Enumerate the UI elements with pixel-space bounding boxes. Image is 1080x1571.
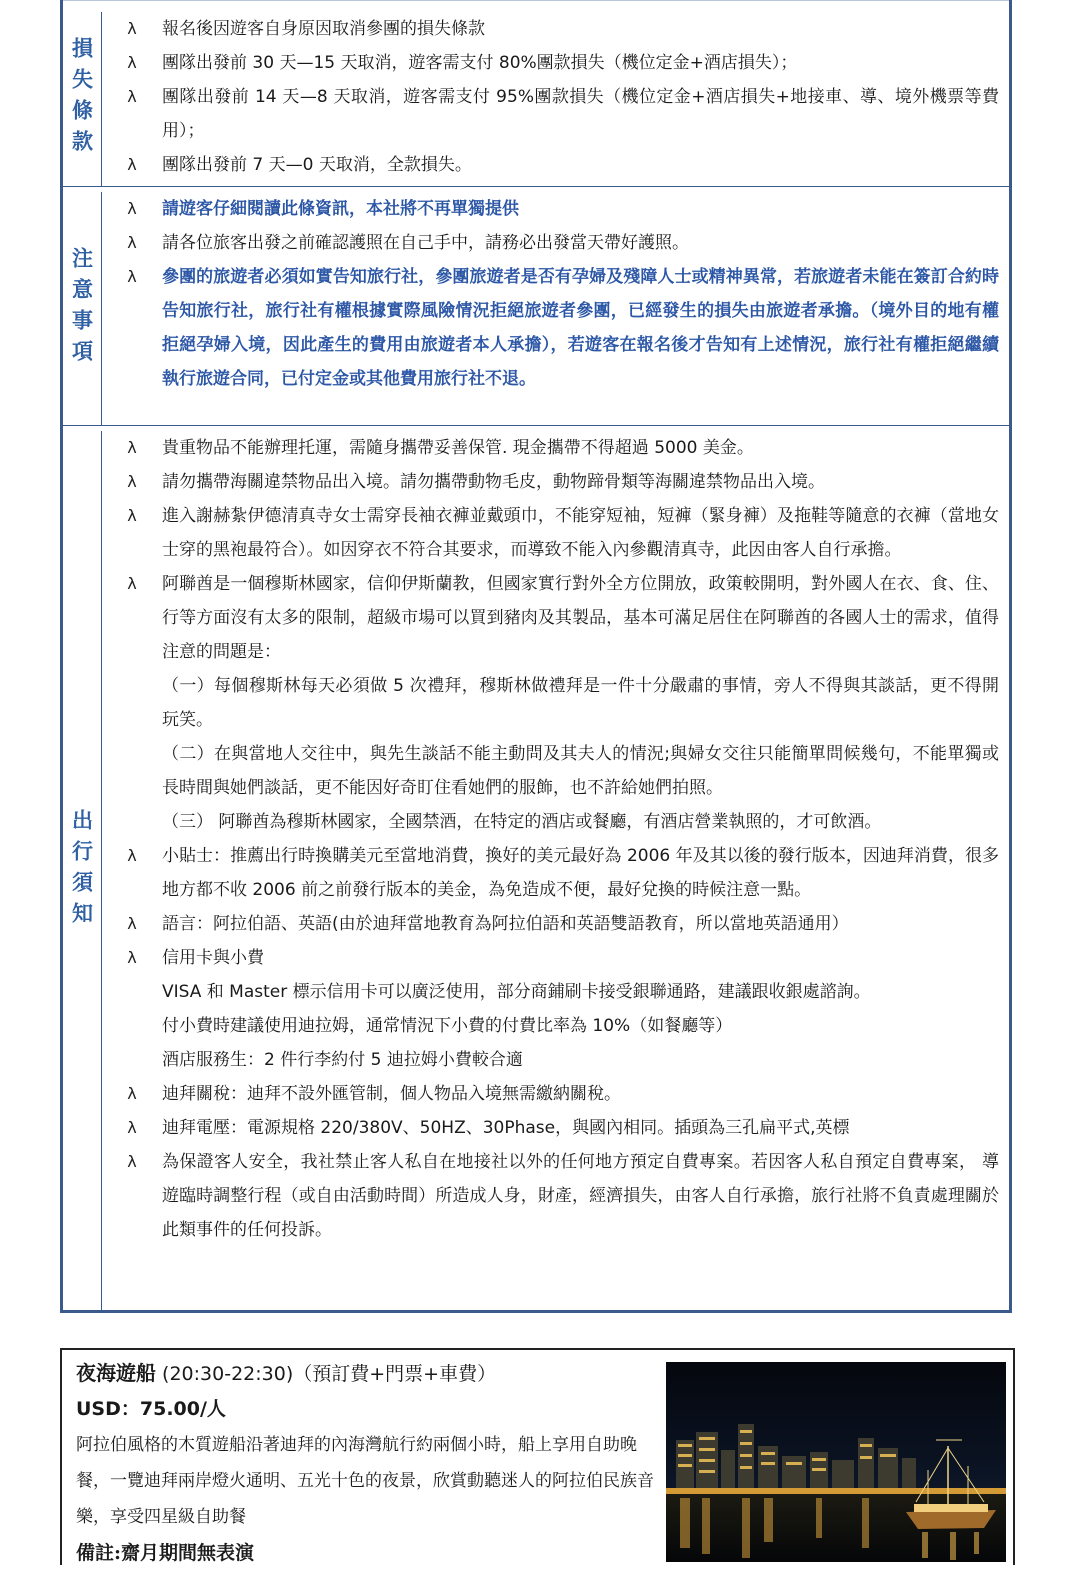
list-item: λ 報名後因遊客自身原因取消參團的損失條款: [127, 19, 485, 39]
section-label: 出行須知: [63, 431, 102, 1310]
list-item: λ 迪拜電壓：電源規格 220/380V、50HZ、30Phase，與國內相同。插頭為三孔扁平式,英標: [127, 1118, 850, 1138]
list-item: λ 迪拜關稅：迪拜不設外匯管制，個人物品入境無需繳納關稅。: [127, 1084, 621, 1104]
list-item: λ 信用卡與小費: [127, 948, 264, 968]
offer-description: 阿拉伯風格的木質遊船沿著迪拜的內海灣航行約兩個小時，船上享用自助晚餐，一覽迪拜兩岸燈火通明、五光十色的夜景，欣賞動聽迷人的阿拉伯民族音樂，享受四星級自助餐: [76, 1435, 654, 1527]
list-item: λ 請各位旅客出發之前確認護照在自己手中，請務必出發當天帶好護照。: [127, 233, 689, 253]
list-item: λ 為保證客人安全，我社禁止客人私自在地接社以外的任何地方預定自費專案。若因客人私自預定自費專案， 導遊臨時調整行程（或自由活動時間）所造成人身，財產，經濟損失，由客人自行承擔，旅行社將不負責處理關於此類事件的任何投訴。: [127, 1152, 999, 1240]
offer-price: USD：75.00/人: [76, 1398, 226, 1420]
list-item: λ 請勿攜帶海關違禁物品出入境。請勿攜帶動物毛皮，動物蹄骨類等海關違禁物品出入境。: [127, 472, 825, 492]
list-item: λ 語言：阿拉伯語、英語(由於迪拜當地教育為阿拉伯語和英語雙語教育，所以當地英語通用）: [127, 914, 849, 934]
list-item: λ 貴重物品不能辦理托運，需隨身攜帶妥善保管. 現金攜帶不得超過 5000 美金。: [127, 438, 754, 458]
list-item: λ 進入謝赫紮伊德清真寺女士需穿長袖衣褲並戴頭巾，不能穿短袖，短褲（緊身褲）及拖鞋等隨意的衣褲（當地女士穿的黑袍最符合）。如因穿衣不符合其要求，而導致不能入內參觀清真寺，此因由客人自行承擔。: [127, 506, 999, 560]
night-cruise-offer: [60, 1348, 1015, 1565]
loss-terms-section: [63, 0, 1009, 186]
dubai-creek-night-photo: [666, 1362, 1006, 1562]
section-label: 注意事項: [63, 192, 102, 425]
sub-item: （一）每個穆斯林每天必須做 5 次禮拜，穆斯林做禮拜是一件十分嚴肅的事情，旁人不得與其談話，更不得開玩笑。: [162, 676, 999, 730]
list-item: λ 小貼士：推薦出行時換購美元至當地消費，換好的美元最好為 2006 年及其以後的發行版本，因迪拜消費，很多地方都不收 2006 前之前發行版本的美金，為免造成不便，最好兌換的時候注意一點。: [127, 846, 999, 900]
list-item: λ 團隊出發前 30 天—15 天取消，遊客需支付 80%團款損失（機位定金+酒店損失）；: [127, 53, 798, 73]
sub-item: 酒店服務生：2 件行李約付 5 迪拉姆小費較合適: [162, 1050, 523, 1070]
sub-item: （三） 阿聯酋為穆斯林國家，全國禁酒，在特定的酒店或餐廳，有酒店營業執照的，才可飲酒。: [162, 812, 882, 832]
section-label: 損失條款: [63, 12, 102, 186]
travel-notes-section: [63, 425, 1009, 1310]
sub-item: 付小費時建議使用迪拉姆，通常情況下小費的付費比率為 10%（如餐廳等）: [162, 1016, 733, 1036]
list-item: λ 團隊出發前 7 天—0 天取消，全款損失。: [127, 155, 472, 175]
list-item: λ 阿聯酋是一個穆斯林國家，信仰伊斯蘭教，但國家實行對外全方位開放，政策較開明，對外國人在衣、食、住、行等方面沒有太多的限制，超級市場可以買到豬肉及其製品，基本可滿足居住在阿聯酋的各國人士的需求，值得注意的問題是：: [127, 574, 999, 662]
sub-item: （二）在與當地人交往中，與先生談話不能主動問及其夫人的情況;與婦女交往只能簡單問候幾句，不能單獨或長時間與她們談話，更不能因好奇盯住看她們的服飾，也不許給她們拍照。: [162, 744, 999, 798]
offer-note: 備註:齋月期間無表演: [76, 1542, 255, 1564]
list-item: λ 參團的旅遊者必須如實告知旅行社，參團旅遊者是否有孕婦及殘障人士或精神異常，若旅遊者未能在簽訂合約時告知旅行社，旅行社有權根據實際風險情況拒絕旅遊者參團，已經發生的損失由旅遊者承擔。（境外目的地有權拒絕孕婦入境，因此產生的費用由旅遊者本人承擔），若遊客在報名後才告知有上述情況，旅行社有權拒絕繼續執行旅遊合同，已付定金或其他費用旅行社不退。: [127, 267, 999, 389]
offer-title: 夜海遊船 (20:30-22:30)（預訂費+門票+車費）: [76, 1361, 497, 1385]
sub-item: VISA 和 Master 標示信用卡可以廣泛使用，部分商鋪刷卡接受銀聯通路，建議跟收銀處諮詢。: [162, 982, 871, 1002]
notice-section: [63, 186, 1009, 425]
list-item: λ 請遊客仔細閱讀此條資訊，本社將不再單獨提供: [127, 199, 519, 219]
list-item: λ 團隊出發前 14 天—8 天取消，遊客需支付 95%團款損失（機位定金+酒店損失+地接車、導、境外機票等費用）；: [127, 87, 999, 141]
terms-table: [60, 0, 1012, 1313]
